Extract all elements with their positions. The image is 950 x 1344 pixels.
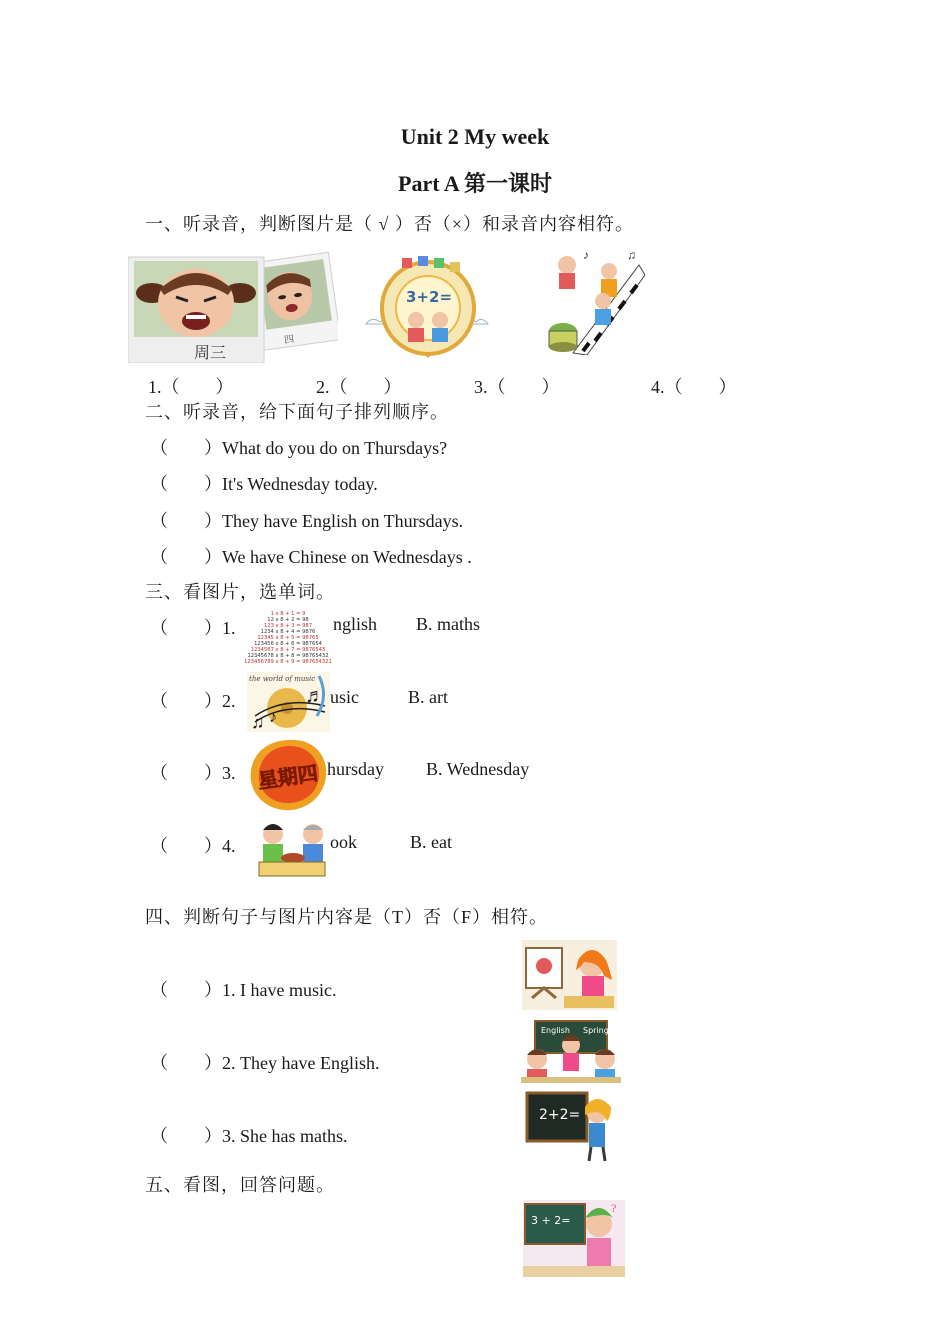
- s3-item-2-option-b: B. art: [408, 687, 448, 707]
- svg-text:♫: ♫: [627, 248, 636, 262]
- section-3-heading: 三、看图片，选单词。: [145, 582, 335, 602]
- s1-answer-2[interactable]: 2.（ ）: [316, 377, 402, 397]
- image-caption-wednesday: 周三: [194, 343, 227, 362]
- math-equation-text: 3+2=: [406, 288, 453, 306]
- s3-item-3-option-a: hursday: [327, 759, 384, 779]
- question-board-text: 3 + 2=: [531, 1214, 571, 1227]
- s3-item-3-number[interactable]: （ ）3.: [150, 763, 236, 783]
- s4-statement-2[interactable]: （ ）2. They have English.: [150, 1053, 380, 1073]
- s3-item-4-option-a: ook: [330, 832, 357, 852]
- s3-item-4-number[interactable]: （ ）4.: [150, 836, 236, 856]
- s4-statement-3[interactable]: （ ）3. She has maths.: [150, 1126, 348, 1146]
- section-1-heading: 一、听录音，判断图片是（ √ ）否（×）和录音内容相符。: [145, 214, 635, 234]
- s1-answer-4[interactable]: 4.（ ）: [651, 377, 737, 397]
- english-board-text: English: [541, 1026, 570, 1035]
- image-caption-thursday: 四: [283, 334, 295, 347]
- math-table-line: 1 x 8 + 1 = 9: [270, 611, 306, 617]
- math-table-line: 1234 x 8 + 4 = 9876: [260, 629, 316, 635]
- art-girl-image: [522, 940, 617, 1010]
- thursday-sign-image: [248, 738, 328, 812]
- s3-item-2-number[interactable]: （ ）2.: [150, 691, 236, 711]
- math-table-line: 12 x 8 + 2 = 98: [267, 617, 309, 623]
- svg-text:♪: ♪: [269, 709, 277, 726]
- cooking-kids-image: [253, 818, 330, 878]
- s1-answer-1[interactable]: 1.（ ）: [148, 377, 234, 397]
- svg-text:♬: ♬: [305, 685, 325, 707]
- s3-item-3-option-b: B. Wednesday: [426, 759, 530, 779]
- s3-item-4-option-b: B. eat: [410, 832, 452, 852]
- s2-sentence-1[interactable]: （ ）What do you do on Thursdays?: [150, 438, 448, 458]
- math-table-image: [243, 609, 333, 667]
- music-kids-image: [543, 245, 645, 355]
- math-table-line: 12345 x 8 + 5 = 98765: [257, 635, 319, 641]
- s2-sentence-3[interactable]: （ ）They have English on Thursdays.: [150, 511, 464, 531]
- s3-item-1-option-a: nglish: [333, 614, 378, 634]
- maths-teacher-image: [525, 1091, 615, 1163]
- music-caption: the world of music: [249, 675, 316, 683]
- math-table-line: 123456 x 8 + 6 = 987654: [254, 641, 322, 647]
- spring-board-text: Spring: [583, 1026, 609, 1035]
- math-table-line: 12345678 x 8 + 8 = 98765432: [247, 653, 329, 659]
- s3-item-1-option-b: B. maths: [416, 614, 481, 634]
- english-class-image: [521, 1019, 621, 1083]
- math-kids-image: [362, 254, 492, 358]
- unit-title: Unit 2 My week: [400, 124, 550, 149]
- section-4-heading: 四、判断句子与图片内容是（T）否（F）相符。: [145, 907, 549, 927]
- s3-item-1-number[interactable]: （ ）1.: [150, 618, 236, 638]
- svg-text:?: ?: [611, 1201, 617, 1215]
- math-table-line: 1234567 x 8 + 7 = 9876543: [250, 647, 326, 653]
- math-table-line: 123 x 8 + 3 = 987: [263, 623, 313, 629]
- part-title: Part A 第一课时: [398, 171, 552, 196]
- s1-answer-3[interactable]: 3.（ ）: [474, 377, 560, 397]
- s2-sentence-2[interactable]: （ ）It's Wednesday today.: [150, 474, 378, 494]
- math-table-line: 123456789 x 8 + 9 = 987654321: [244, 659, 332, 665]
- section-5-heading: 五、看图，回答问题。: [145, 1175, 335, 1195]
- thursday-sign-text: 星期四: [256, 760, 320, 794]
- s3-item-2-option-a: usic: [330, 687, 359, 707]
- svg-text:♫: ♫: [251, 712, 265, 732]
- music-notes-image: [247, 672, 330, 732]
- math-teacher-question-image: [523, 1200, 625, 1277]
- maths-board-text: 2+2=: [539, 1107, 581, 1123]
- section-2-heading: 二、听录音，给下面句子排列顺序。: [145, 402, 449, 422]
- svg-text:♪: ♪: [583, 248, 589, 262]
- crying-girl-image: [128, 245, 338, 363]
- s4-statement-1[interactable]: （ ）1. I have music.: [150, 980, 337, 1000]
- s2-sentence-4[interactable]: （ ）We have Chinese on Wednesdays .: [150, 547, 472, 567]
